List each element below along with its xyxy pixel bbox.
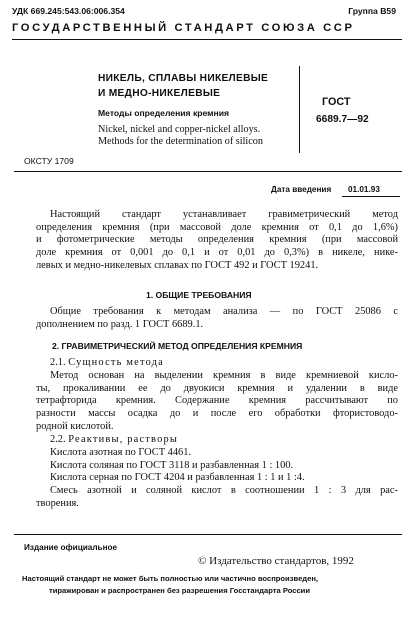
section-1-body (36, 306, 398, 331)
english-title-line-2: Methods for the determination of silicon (98, 136, 263, 147)
section-2-heading: 2. ГРАВИМЕТРИЧЕСКИЙ МЕТОД ОПРЕДЕЛЕНИЯ КРЕМНИЯ (52, 341, 303, 351)
reproduction-notice-line-2: тиражирован и распространен без разрешения Госстандарта России (49, 586, 311, 595)
method-line: тетрафторида кремния. Содержание кремния рассчитывают по (36, 395, 398, 407)
subsection-2-1-title (50, 357, 164, 368)
okstu-divider (14, 171, 402, 172)
intro-line: и фотометрические методы определения кремния (при массовой (36, 234, 398, 246)
section-1-line: Общие требования к методам анализа — по ГОСТ 25086 с (50, 306, 398, 317)
copyright-notice: © Издательство стандартов, 1992 (198, 555, 354, 567)
intro-line: определения кремния (при массовой доле кремния от 0,1 до 1,6%) (36, 221, 398, 233)
reproduction-notice-line-1: Настоящий стандарт не может быть полностью или частично воспроизведен, (22, 574, 319, 583)
acid-mixture-line: Смесь азотной и соляной кислот в соотношении 1 : 3 для рас- (50, 485, 398, 496)
reagent-item: Кислота серная по ГОСТ 4204 и разбавленная 1 : 1 и 1 :4. (50, 472, 305, 484)
reagents-list (50, 447, 398, 485)
title-line-1: НИКЕЛЬ, СПЛАВЫ НИКЕЛЕВЫЕ (98, 73, 269, 84)
udk-code: УДК 669.245:543.06:006.354 (12, 6, 125, 16)
introduction-date-label: Дата введения (271, 185, 332, 194)
method-line: разности массы осадка до и после его обработки фтористоводо- (36, 408, 398, 420)
official-edition-label: Издание официальное (24, 543, 118, 552)
subsection-2-2-number: 2.2. (50, 434, 66, 445)
okstu-code: ОКСТУ 1709 (24, 156, 74, 166)
section-1-heading: 1. ОБЩИЕ ТРЕБОВАНИЯ (146, 290, 252, 300)
subsection-2-1-name: Сущность метода (68, 357, 164, 368)
gost-number: 6689.7—92 (316, 114, 369, 125)
reagent-item: Кислота азотная по ГОСТ 4461. (50, 447, 192, 458)
banner-divider (12, 39, 402, 40)
intro-paragraph (36, 209, 398, 273)
method-line: ты, прокаливании ее до двуокиси кремния и удалении в виде (36, 382, 398, 394)
intro-line: Настоящий стандарт устанавливает гравиметрический метод (50, 209, 398, 220)
document-subtitle: Методы определения кремния (98, 108, 230, 118)
title-line-2: И МЕДНО-НИКЕЛЕВЫЕ (98, 88, 221, 99)
acid-mixture-line: творения. (36, 497, 79, 509)
gost-label: ГОСТ (322, 96, 351, 108)
gost-column-divider (299, 66, 300, 153)
reagent-item: Кислота соляная по ГОСТ 3118 и разбавленная 1 : 100. (50, 459, 294, 471)
standard-banner: ГОСУДАРСТВЕННЫЙ СТАНДАРТ СОЮЗА ССР (12, 22, 355, 34)
date-underline (342, 196, 400, 197)
subsection-2-1-body (36, 370, 398, 434)
group-code: Группа В59 (348, 6, 396, 16)
intro-line: доле кремния от 0,001 до 0,1 и от 0,01 до 0,3%) в никеле, нике- (36, 247, 398, 259)
english-title-line-1: Nickel, nickel and copper-nickel alloys. (98, 124, 261, 135)
method-line: родной кислотой. (36, 420, 114, 432)
subsection-2-2-title (50, 434, 178, 445)
acid-mixture-paragraph (36, 485, 398, 510)
section-1-line: дополнением по разд. 1 ГОСТ 6689.1. (36, 318, 204, 330)
footer-divider (14, 534, 402, 535)
introduction-date: 01.01.93 (348, 185, 380, 194)
intro-line: левых и медно-никелевых сплавах по ГОСТ 492 и ГОСТ 19241. (36, 259, 319, 271)
subsection-2-2-name: Реактивы, растворы (68, 434, 179, 445)
subsection-2-1-number: 2.1. (50, 357, 66, 368)
method-line: Метод основан на выделении кремния в виде кремниевой кисло- (50, 370, 398, 381)
